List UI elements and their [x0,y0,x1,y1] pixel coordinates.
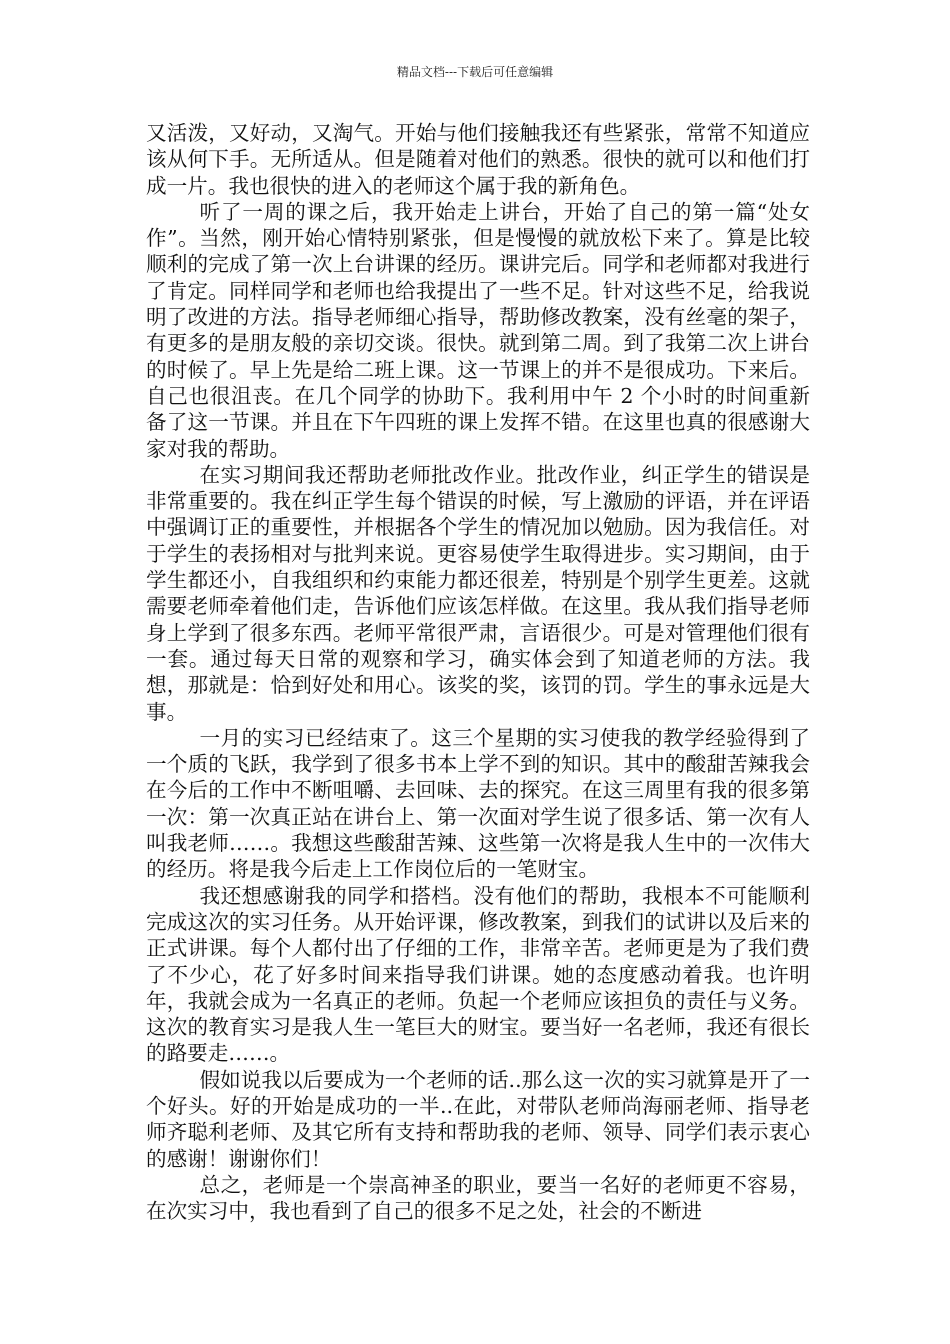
paragraph-2: 听了一周的课之后，我开始走上讲台，开始了自己的第一篇“处女作”。当然，刚开始心情特别紧张，但是慢慢的就放松下来了。算是比较顺利的完成了第一次上台讲课的经历。课讲完后。同学和老师都对我进行了肯定。同样同学和老师也给我提出了一些不足。针对这些不足，给我说明了改进的方法。指导老师细心指导，帮助修改教案，没有丝毫的架子，有更多的是朋友般的亲切交谈。很快。就到第二周。到了我第二次上讲台的时候了。早上先是给二班上课。这一节课上的并不是很成功。下来后。自己也很沮丧。在几个同学的协助下。我利用中午 2 个小时的时间重新备了这一节课。并且在下午四班的课上发挥不错。在这里也真的很感谢大家对我的帮助。 [146,199,810,461]
paragraph-7: 总之，老师是一个崇高神圣的职业，要当一名好的老师更不容易，在次实习中，我也看到了自己的很多不足之处，社会的不断进 [146,1172,810,1224]
paragraph-6: 假如说我以后要成为一个老师的话..那么这一次的实习就算是开了一个好头。好的开始是成功的一半..在此，对带队老师尚海丽老师、指导老师齐聪利老师、及其它所有支持和帮助我的老师、领导、同学们表示衷心的感谢！谢谢你们！ [146,1067,810,1171]
paragraph-5: 我还想感谢我的同学和搭档。没有他们的帮助，我根本不可能顺利完成这次的实习任务。从开始评课，修改教案，到我们的试讲以及后来的正式讲课。每个人都付出了仔细的工作，非常辛苦。老师更是为了我们费了不少心，花了好多时间来指导我们讲课。她的态度感动着我。也许明年，我就会成为一名真正的老师。负起一个老师应该担负的责任与义务。这次的教育实习是我人生一笔巨大的财宝。要当好一名老师，我还有很长的路要走……。 [146,883,810,1066]
paragraph-1: 又活泼，又好动，又淘气。开始与他们接触我还有些紧张，常常不知道应该从何下手。无所适从。但是随着对他们的熟悉。很快的就可以和他们打成一片。我也很快的进入的老师这个属于我的新角色。 [146,121,810,198]
paragraph-4: 一月的实习已经结束了。这三个星期的实习使我的教学经验得到了一个质的飞跃，我学到了很多书本上学不到的知识。其中的酸甜苦辣我会在今后的工作中不断咀嚼、去回味、去的探究。在这三周里有我的很多第一次：第一次真正站在讲台上、第一次面对学生说了很多话、第一次有人叫我老师……。我想这些酸甜苦辣、这些第一次将是我人生中的一次伟大的经历。将是我今后走上工作岗位后的一笔财宝。 [146,725,810,882]
paragraph-3: 在实习期间我还帮助老师批改作业。批改作业，纠正学生的错误是非常重要的。我在纠正学生每个错误的时候，写上激励的评语，并在评语中强调订正的重要性，并根据各个学生的情况加以勉励。因为我信任。对于学生的表扬相对与批判来说。更容易使学生取得进步。实习期间，由于学生都还小，自我组织和约束能力都还很差，特别是个别学生更差。这就需要老师牵着他们走，告诉他们应该怎样做。在这里。我从我们指导老师身上学到了很多东西。老师平常很严肃，言语很少。可是对管理他们很有一套。通过每天日常的观察和学习，确实体会到了知道老师的方法。我想，那就是：恰到好处和用心。该奖的奖，该罚的罚。学生的事永远是大事。 [146,462,810,724]
document-body [146,120,810,1224]
page-header: 精品文档---下载后可任意编辑 [396,65,554,79]
